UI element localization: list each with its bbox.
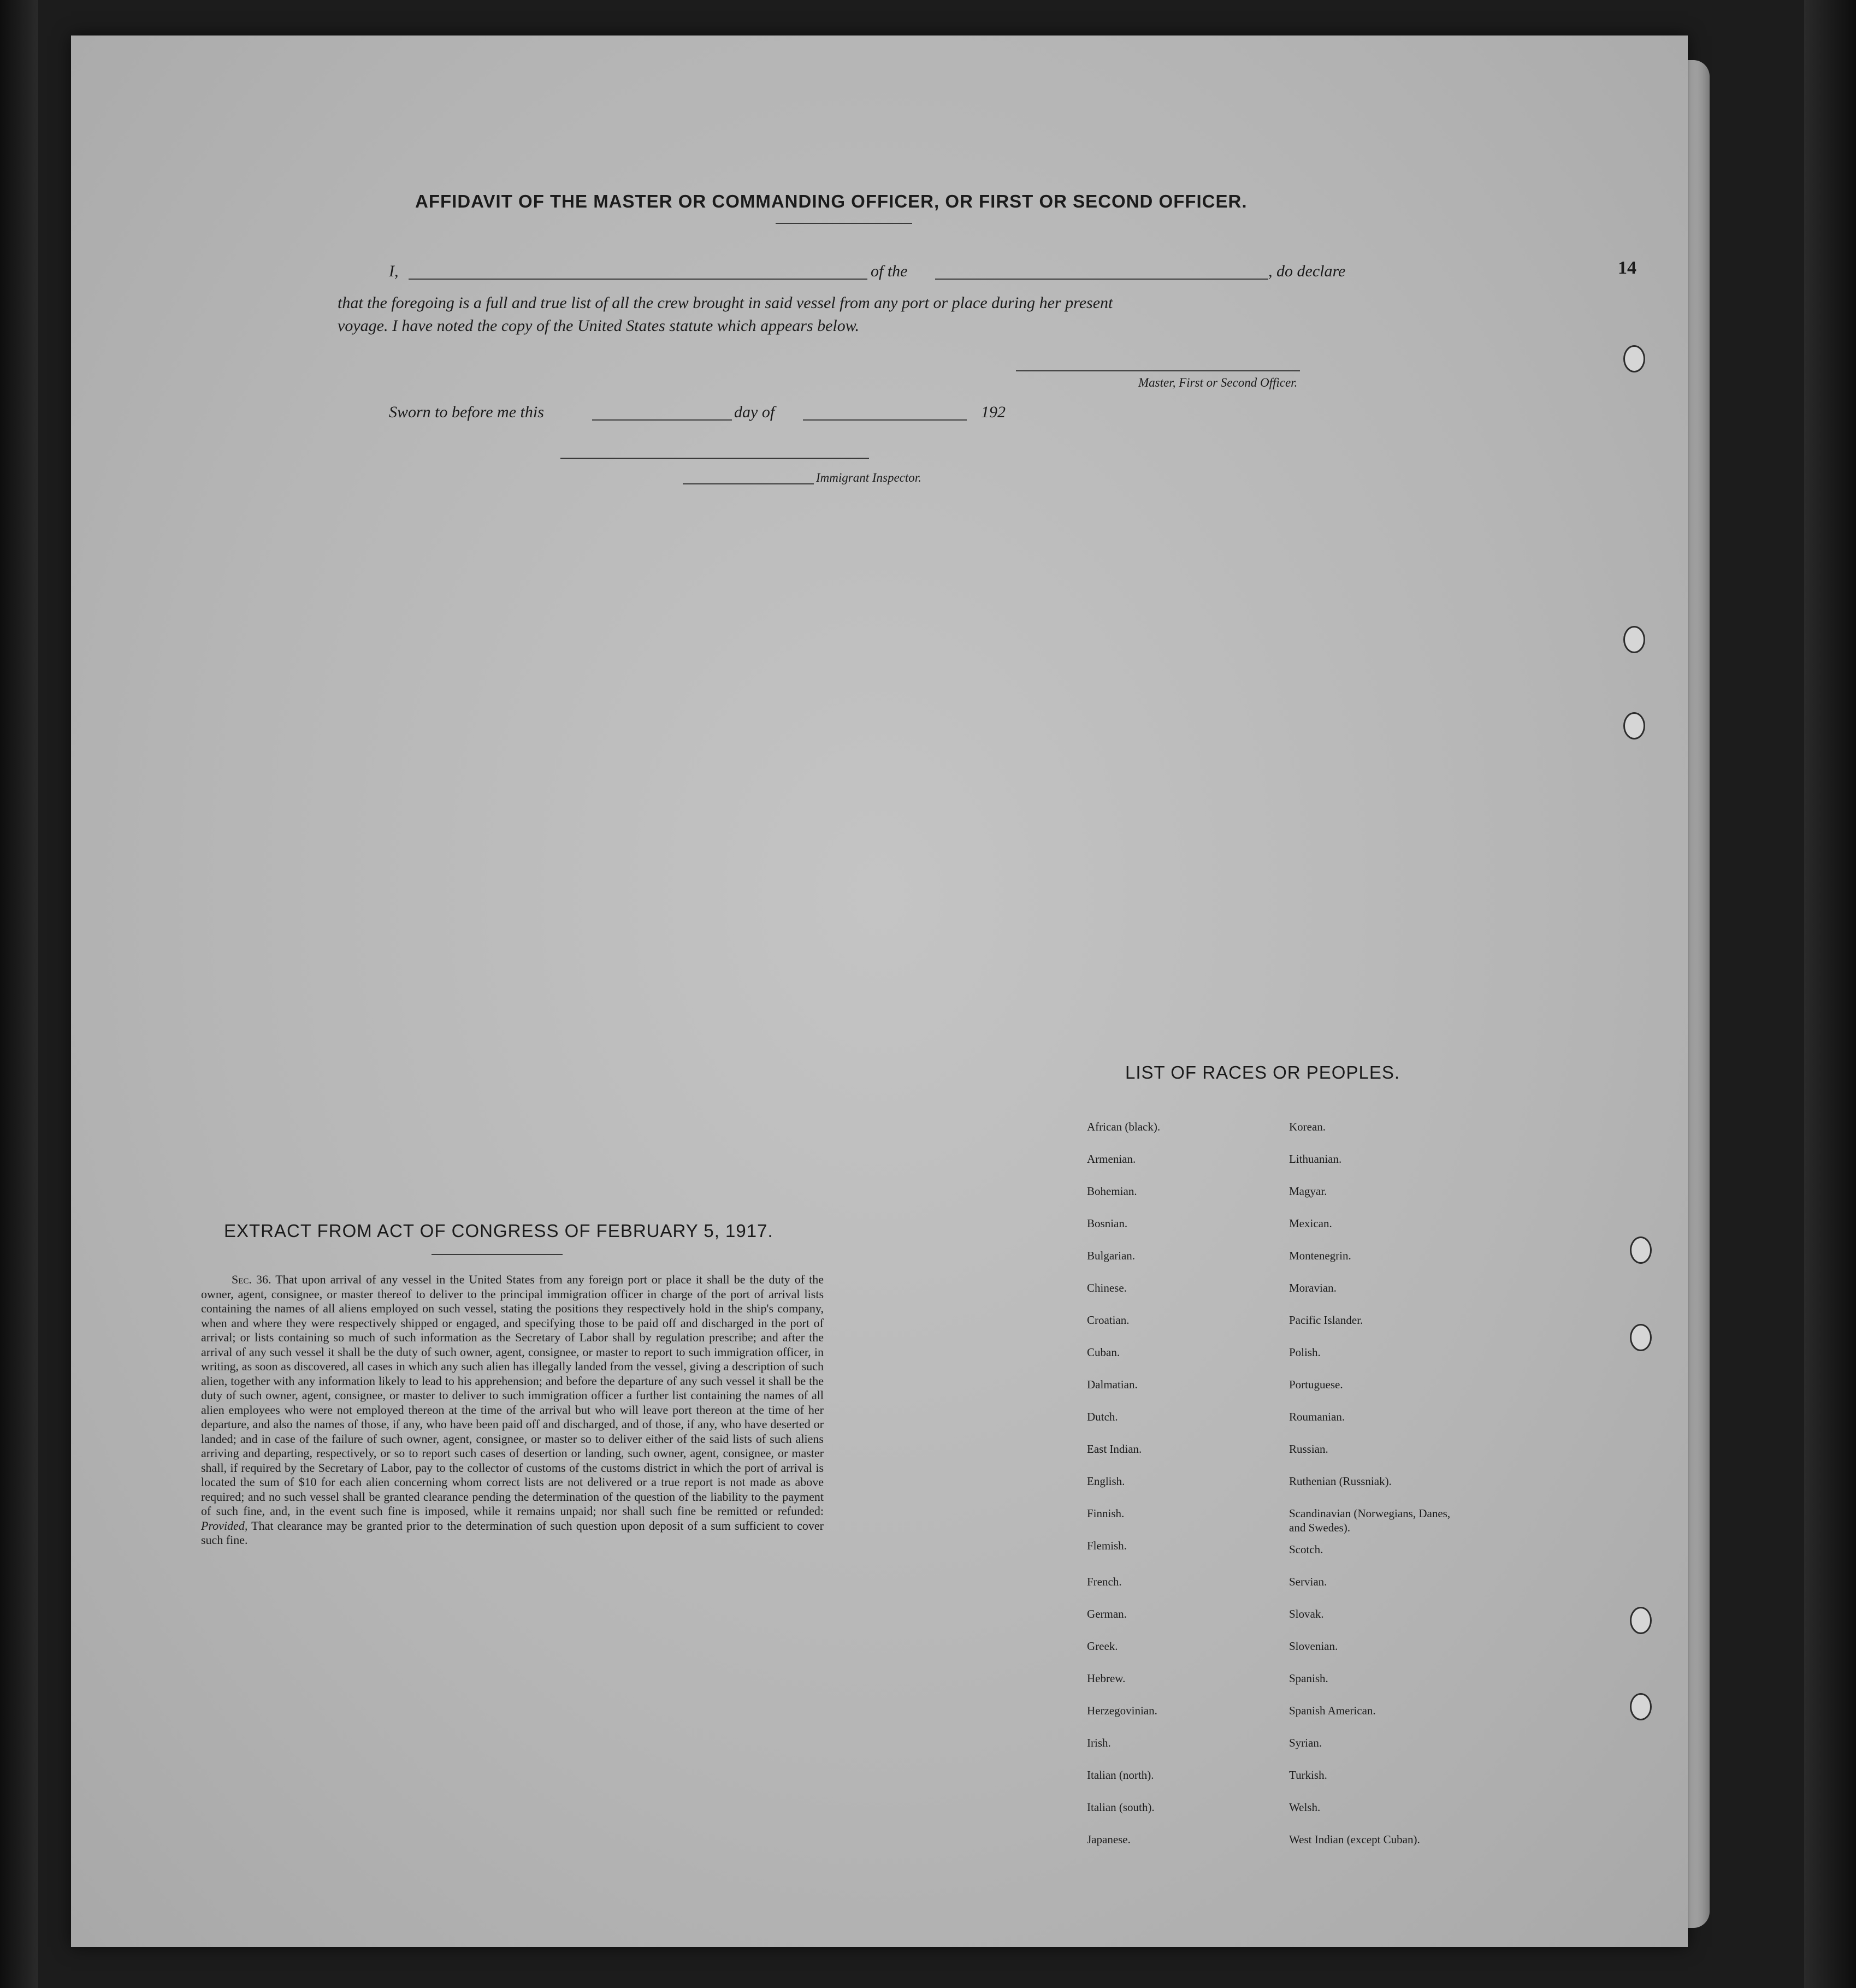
proviso-label: Provided, — [201, 1518, 248, 1533]
race-item: Greek. — [1087, 1640, 1118, 1653]
extract-title: EXTRACT FROM ACT OF CONGRESS OF FEBRUARY 5, 1917. — [224, 1221, 773, 1241]
race-item: Hebrew. — [1087, 1672, 1126, 1685]
race-item: Bohemian. — [1087, 1185, 1137, 1198]
race-item: Bulgarian. — [1087, 1249, 1136, 1262]
race-item: East Indian. — [1087, 1442, 1142, 1455]
race-item: Mexican. — [1289, 1217, 1332, 1230]
race-item: Roumanian. — [1289, 1410, 1345, 1423]
affidavit-line2: that the foregoing is a full and true list of all the crew brought in said vessel from any port or place during her present — [338, 294, 1113, 312]
race-item: Servian. — [1289, 1575, 1327, 1588]
page-number: 14 — [1618, 258, 1636, 278]
binder-hole — [1630, 1236, 1652, 1264]
vessel-name-field[interactable] — [935, 279, 1268, 280]
race-item: Slovak. — [1289, 1607, 1324, 1620]
race-item: French. — [1087, 1575, 1122, 1588]
section-label: Sec. 36. — [232, 1273, 271, 1286]
sworn-day-field[interactable] — [592, 419, 732, 421]
race-item: Chinese. — [1087, 1281, 1127, 1294]
sworn-month-field[interactable] — [803, 419, 967, 421]
affidavit-line1-suffix: , do declare — [1268, 262, 1346, 280]
race-item: Croatian. — [1087, 1313, 1130, 1327]
race-item: Cuban. — [1087, 1346, 1120, 1359]
race-item: Spanish. — [1289, 1672, 1328, 1685]
race-item: Spanish American. — [1289, 1704, 1376, 1717]
race-item: Flemish. — [1087, 1539, 1127, 1552]
proviso-text: That clearance may be granted prior to the determination of such question upon deposit of a sum sufficient to cover such fine. — [201, 1518, 824, 1547]
sworn-prefix: Sworn to before me this — [389, 403, 544, 421]
race-item: Lithuanian. — [1289, 1152, 1342, 1165]
race-item: Magyar. — [1289, 1185, 1327, 1198]
race-item: Pacific Islander. — [1289, 1313, 1363, 1327]
race-item: Italian (north). — [1087, 1768, 1154, 1782]
race-item: Slovenian. — [1289, 1640, 1338, 1653]
race-item: Syrian. — [1289, 1736, 1322, 1749]
sworn-mid: day of — [734, 403, 775, 421]
race-item: German. — [1087, 1607, 1127, 1620]
race-item: Armenian. — [1087, 1152, 1136, 1165]
binder-hole — [1630, 1324, 1652, 1351]
race-item: Herzegovinian. — [1087, 1704, 1157, 1717]
race-item: Russian. — [1289, 1442, 1328, 1455]
race-item: West Indian (except Cuban). — [1289, 1833, 1420, 1846]
sworn-year: 192 — [981, 403, 1006, 421]
signature-field[interactable] — [1016, 370, 1300, 371]
race-item: African (black). — [1087, 1120, 1161, 1133]
affidavit-line1-prefix: I, — [389, 262, 399, 280]
binder-hole — [1623, 712, 1645, 739]
affidavit-title: AFFIDAVIT OF THE MASTER OR COMMANDING OFFICER, OR FIRST OR SECOND OFFICER. — [415, 191, 1248, 211]
race-item: Dalmatian. — [1087, 1378, 1138, 1391]
race-item: Dutch. — [1087, 1410, 1118, 1423]
binder-hole — [1630, 1693, 1652, 1720]
races-title: LIST OF RACES OR PEOPLES. — [1125, 1062, 1400, 1082]
race-item: Welsh. — [1289, 1801, 1321, 1814]
master-name-field[interactable] — [409, 279, 867, 280]
affidavit-line1-mid: of the — [871, 262, 908, 280]
race-item: Polish. — [1289, 1346, 1321, 1359]
race-item: Japanese. — [1087, 1833, 1131, 1846]
section-text: That upon arrival of any vessel in the United States from any foreign port or place it shall be the duty of the owner, agent, consignee, or master thereof to deliver to the principal immigration officer in charge of the port of arrival lists containing the names of all aliens employed on such vessel, stating the positions they respectively hold in the ship's company, when and where they were respectively shipped or engaged, and specifying those to be paid off and discharged in the port of arrival; or lists containing so much of such information as the Secretary of Labor shall by regulation prescribe; and after the arrival of any such vessel it shall be the duty of such owner, agent, consignee, or master to report to such immigration officer, in writing, as soon as discovered, all cases in which any such alien has illegally landed from the vessel, giving a description of such alien, together with any information likely to lead to his apprehension; and before the departure of any such vessel it shall be the duty of such owner, agent, consignee, or master to deliver to such immigration officer a further list containing the names of all alien employees who were not employed thereon at the time of the arrival but who will leave port thereon at the time of her departure, and also the names of those, if any, who have been paid off and discharged, and of those, if any, who have deserted or landed; and in case of the failure of such owner, agent, consignee, or master so to deliver either of the said lists of such aliens arriving and departing, respectively, or so to report such cases of desertion or landing, such owner, agent, consignee, or master shall, if required by the Secretary of Labor, pay to the collector of customs of the customs district in which the port of arrival is located the sum of $10 for each alien concerning whom correct lists are not delivered or a true report is not made as above required; and no such vessel shall be granted clearance pending the determination of the question of the liability to the payment of such fine, and, in the event such fine is imposed, while it remains unpaid; nor shall such fine be remitted or refunded: — [201, 1273, 824, 1518]
race-item: Bosnian. — [1087, 1217, 1128, 1230]
race-item: Italian (south). — [1087, 1801, 1155, 1814]
race-item: English. — [1087, 1475, 1125, 1488]
race-item: Moravian. — [1289, 1281, 1337, 1294]
race-item: Montenegrin. — [1289, 1249, 1351, 1262]
race-item: Portuguese. — [1289, 1378, 1343, 1391]
race-item: Ruthenian (Russniak). — [1289, 1475, 1392, 1488]
race-item: Turkish. — [1289, 1768, 1327, 1782]
scan-border-right — [1804, 0, 1856, 1988]
extract-body — [201, 1273, 824, 1548]
signature-label: Master, First or Second Officer. — [1138, 376, 1298, 389]
scan-border-left — [0, 0, 38, 1988]
title-underline — [776, 223, 912, 224]
race-item: Korean. — [1289, 1120, 1326, 1133]
binder-hole — [1630, 1607, 1652, 1634]
races-column-1 — [1087, 1120, 1160, 1865]
inspector-name-field[interactable] — [683, 483, 814, 484]
inspector-signature-field[interactable] — [560, 458, 869, 459]
extract-title-underline — [432, 1254, 563, 1255]
binder-hole — [1623, 345, 1645, 372]
race-item: Finnish. — [1087, 1507, 1125, 1520]
race-item: Scotch. — [1289, 1543, 1323, 1556]
race-item: Scandinavian (Norwegians, Danes, and Swedes). — [1289, 1507, 1451, 1534]
race-item: Irish. — [1087, 1736, 1111, 1749]
binder-hole — [1623, 626, 1645, 653]
affidavit-line3: voyage. I have noted the copy of the United States statute which appears below. — [338, 317, 860, 335]
inspector-label: Immigrant Inspector. — [816, 471, 921, 484]
races-column-2 — [1289, 1120, 1469, 1865]
